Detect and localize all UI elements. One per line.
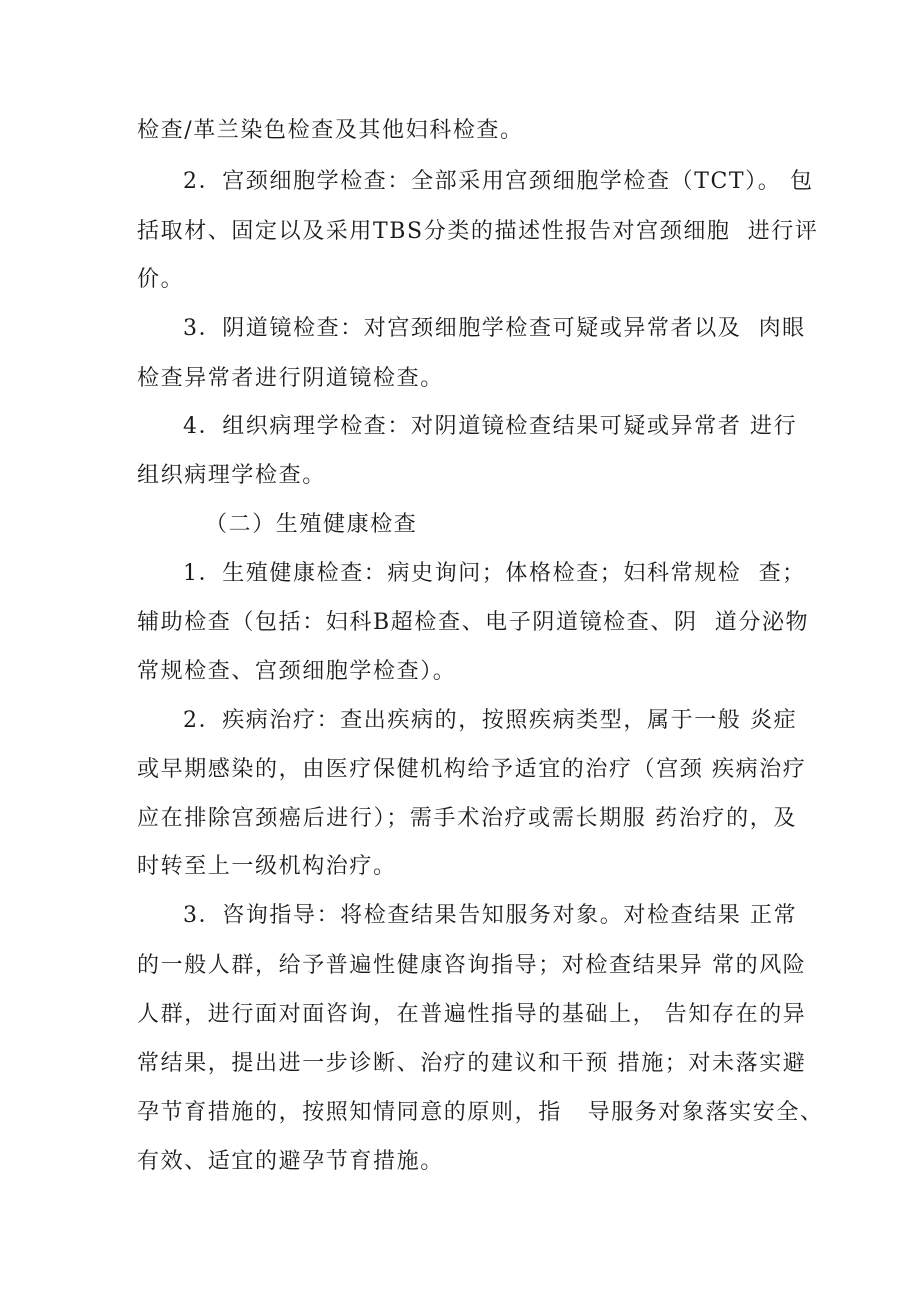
text-line: 人群，进行面对面咨询，在普遍性指导的基础上， 告知存在的异 bbox=[137, 1002, 807, 1027]
text-line: 时转至上一级机构治疗。 bbox=[137, 854, 397, 879]
text-line: 的一般人群，给予普遍性健康咨询指导；对检查结果异 常的风险 bbox=[137, 953, 807, 978]
text-line: 应在排除宫颈癌后进行）；需手术治疗或需长期服 药治疗的，及 bbox=[137, 806, 797, 831]
text-line: 有效、适宜的避孕节育措施。 bbox=[137, 1149, 444, 1174]
text-line: 价。 bbox=[137, 267, 185, 292]
section-heading: （二）生殖健康检查 bbox=[205, 512, 418, 537]
text-line: 括取材、固定以及采用TBS分类的描述性报告对宫颈细胞 进行评 bbox=[137, 219, 819, 244]
text-line: 2．疾病治疗：查出疾病的，按照疾病类型，属于一般 炎症 bbox=[183, 708, 798, 733]
text-line: 1．生殖健康检查：病史询问；体格检查；妇科常规检 查； bbox=[183, 561, 806, 586]
text-line: 常规检查、宫颈细胞学检查）。 bbox=[137, 659, 457, 684]
text-line: 检查/革兰染色检查及其他妇科检查。 bbox=[137, 118, 524, 143]
text-line: 2．宫颈细胞学检查：全部采用宫颈细胞学检查（TCT）。 包 bbox=[183, 169, 814, 194]
text-line: 常结果，提出进一步诊断、治疗的建议和干预 措施；对未落实避 bbox=[137, 1051, 807, 1076]
text-line: 孕节育措施的，按照知情同意的原则，指 导服务对象落实安全、 bbox=[137, 1100, 824, 1125]
text-line: 3．阴道镜检查：对宫颈细胞学检查可疑或异常者以及 肉眼 bbox=[183, 316, 806, 341]
text-line: 或早期感染的，由医疗保健机构给予适宜的治疗（宫颈 疾病治疗 bbox=[137, 757, 807, 782]
text-line: 辅助检查（包括：妇科B超检查、电子阴道镜检查、阴 道分泌物 bbox=[137, 610, 810, 635]
text-line: 组织病理学检查。 bbox=[137, 463, 326, 488]
text-line: 3．咨询指导：将检查结果告知服务对象。对检查结果 正常 bbox=[183, 903, 798, 928]
text-line: 4．组织病理学检查：对阴道镜检查结果可疑或异常者 进行 bbox=[183, 414, 798, 439]
text-line: 检查异常者进行阴道镜检查。 bbox=[137, 366, 444, 391]
